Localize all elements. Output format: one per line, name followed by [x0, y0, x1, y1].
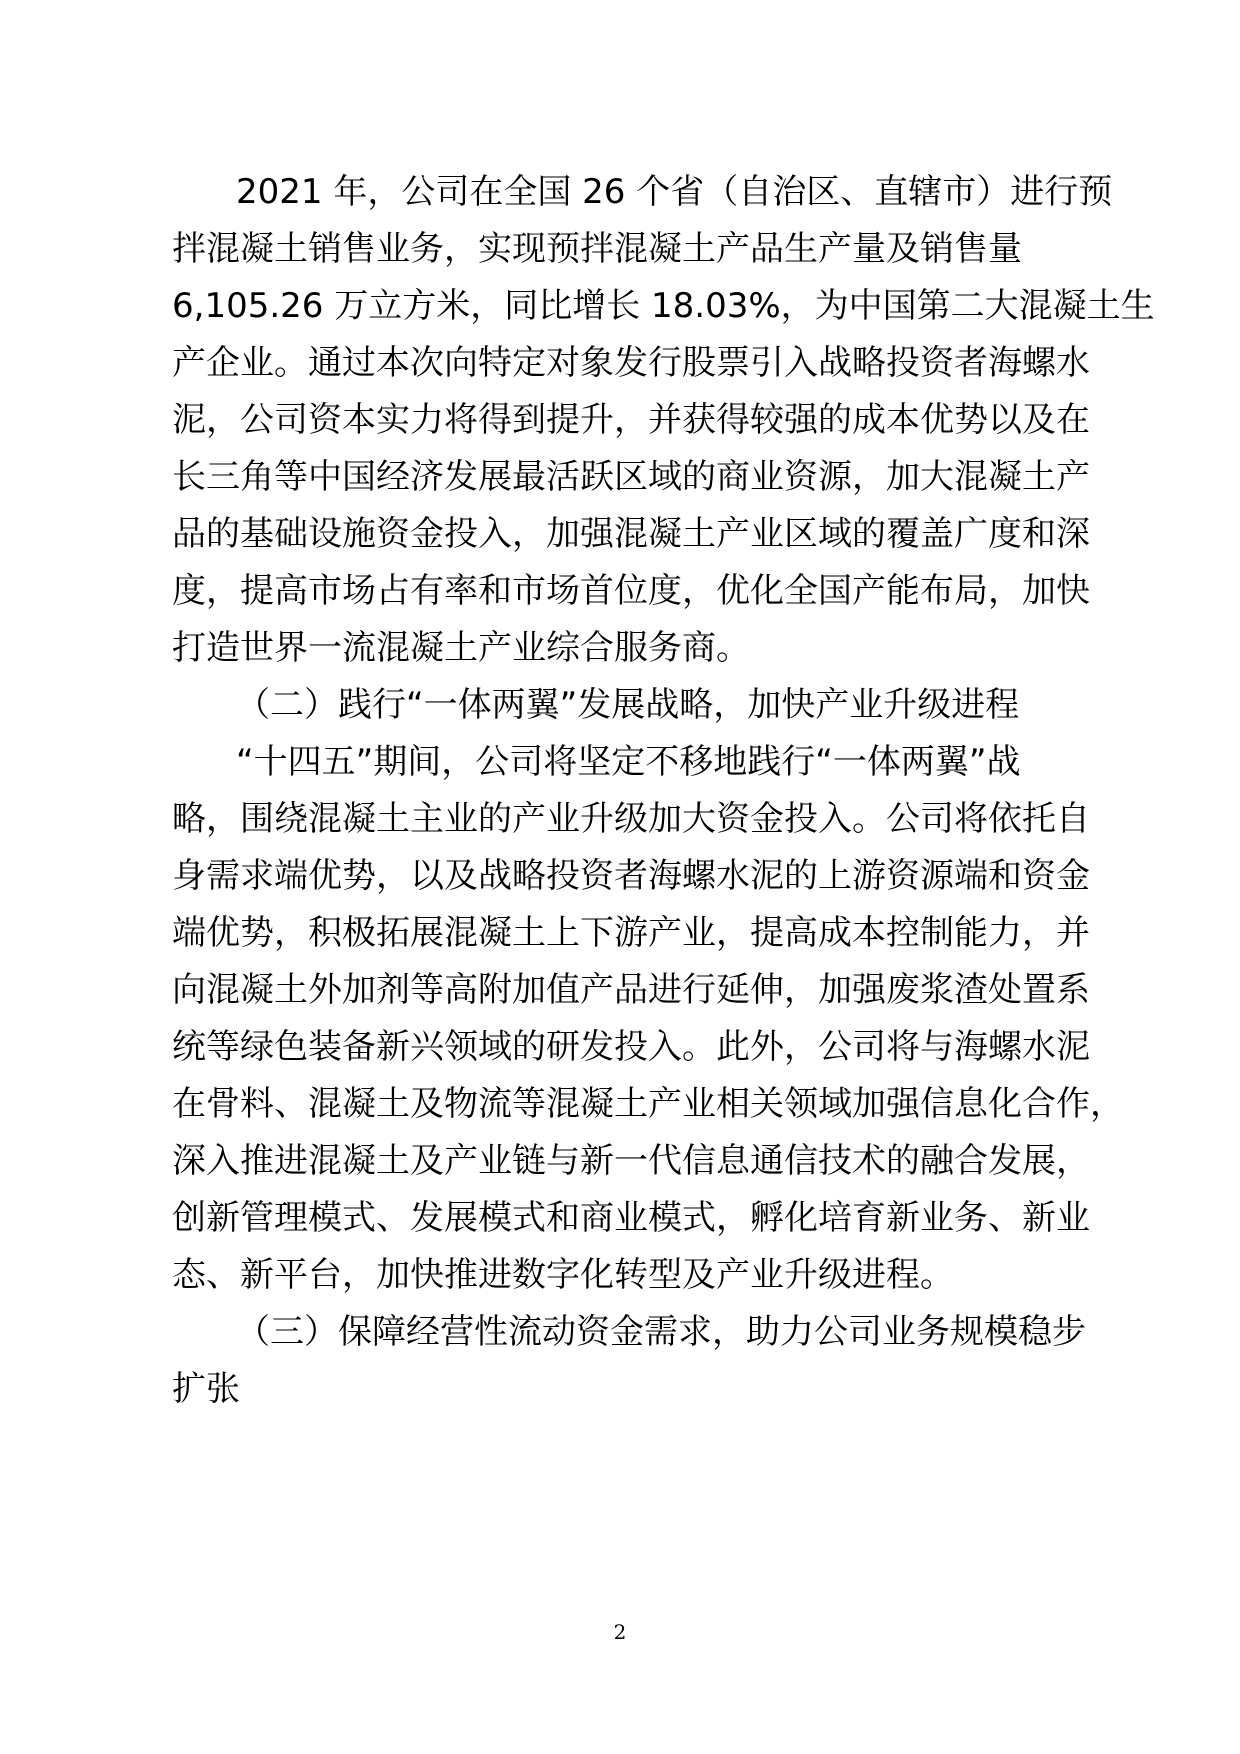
section-heading: （三）保障经营性流动资金需求，助力公司业务规模稳步 — [236, 1312, 1086, 1352]
paragraph-line: 6,105.26 万立方米，同比增长 18.03%，为中国第二大混凝土生 — [172, 286, 1155, 326]
paragraph-line: 长三角等中国经济发展最活跃区域的商业资源，加大混凝土产 — [172, 457, 1090, 497]
paragraph-line: 态、新平台，加快推进数字化转型及产业升级进程。 — [172, 1255, 954, 1295]
paragraph-line: 在骨料、混凝土及物流等混凝土产业相关领域加强信息化合作， — [172, 1084, 1124, 1124]
paragraph-line: 深入推进混凝土及产业链与新一代信息通信技术的融合发展， — [172, 1141, 1090, 1181]
paragraph-line: 打造世界一流混凝土产业综合服务商。 — [172, 628, 750, 668]
section-heading: （二）践行“一体两翼”发展战略，加快产业升级进程 — [236, 685, 1020, 725]
paragraph-line: 身需求端优势，以及战略投资者海螺水泥的上游资源端和资金 — [172, 856, 1090, 896]
paragraph-line: 创新管理模式、发展模式和商业模式，孵化培育新业务、新业 — [172, 1198, 1090, 1238]
paragraph-line: 产企业。通过本次向特定对象发行股票引入战略投资者海螺水 — [172, 343, 1090, 383]
paragraph-line: 拌混凝土销售业务，实现预拌混凝土产品生产量及销售量 — [172, 229, 1022, 269]
paragraph-line: 泥，公司资本实力将得到提升，并获得较强的成本优势以及在 — [172, 400, 1090, 440]
paragraph-line: 略，围绕混凝土主业的产业升级加大资金投入。公司将依托自 — [172, 799, 1090, 839]
page-number: 2 — [613, 1620, 627, 1644]
paragraph-line: 端优势，积极拓展混凝土上下游产业，提高成本控制能力，并 — [172, 913, 1090, 953]
paragraph-line: 统等绿色装备新兴领域的研发投入。此外，公司将与海螺水泥 — [172, 1027, 1090, 1067]
paragraph-line: 品的基础设施资金投入，加强混凝土产业区域的覆盖广度和深 — [172, 514, 1090, 554]
paragraph-line: 度，提高市场占有率和市场首位度，优化全国产能布局，加快 — [172, 571, 1090, 611]
paragraph-line: “十四五”期间，公司将坚定不移地践行“一体两翼”战 — [236, 742, 1021, 782]
paragraph-line: 向混凝土外加剂等高附加值产品进行延伸，加强废浆渣处置系 — [172, 970, 1090, 1010]
paragraph-line: 2021 年，公司在全国 26 个省（自治区、直辖市）进行预 — [236, 172, 1113, 212]
section-heading-continuation: 扩张 — [172, 1369, 240, 1409]
